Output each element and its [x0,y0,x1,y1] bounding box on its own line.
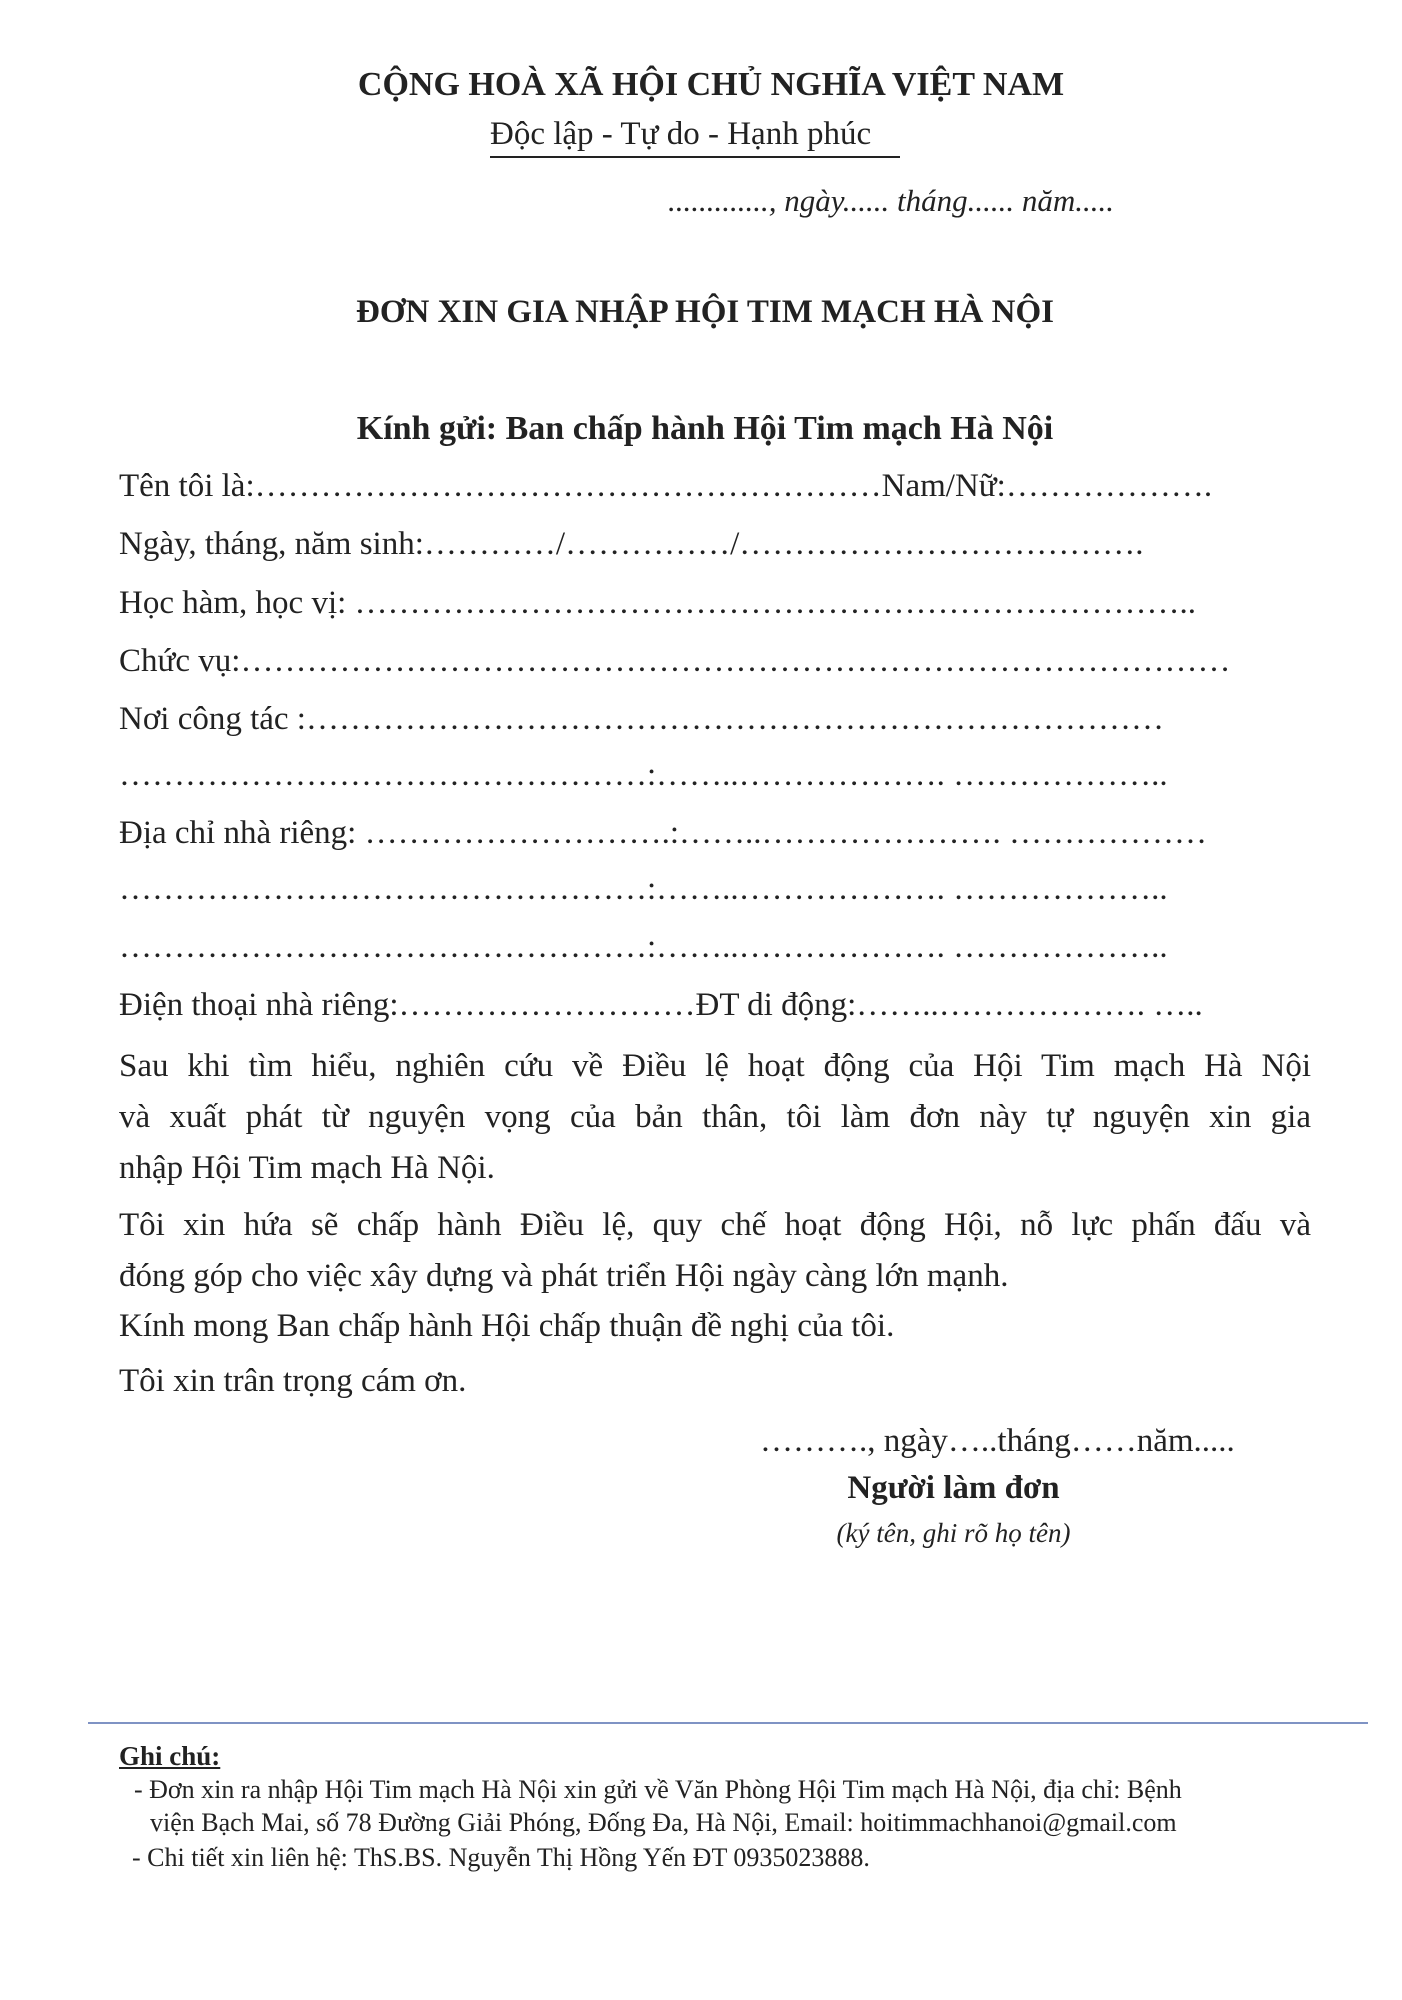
field-workplace-continued: …………………………………………:……..………………. ……………….. [119,757,1168,793]
field-workplace: Nơi công tác :…………………………………………………………………… [119,701,1164,737]
paragraph-request: Kính mong Ban chấp hành Hội chấp thuận đề nghị của tôi. [119,1308,895,1344]
header-date-line: ............., ngày...... tháng...... năm..... [668,183,1115,218]
notes-heading: Ghi chú: [119,1741,221,1771]
paragraph-intro-line-3: nhập Hội Tim mạch Hà Nội. [119,1150,495,1186]
field-address: Địa chỉ nhà riêng: ……………………….:……..…………………. ……………… [119,815,1208,851]
field-address-continued-2: …………………………………………:……..………………. ……………….. [119,929,1168,965]
motto: Độc lập - Tự do - Hạnh phúc [490,116,872,152]
field-degree: Học hàm, học vị: ………………………………………………………………….. [119,585,1197,621]
field-position: Chức vụ:……………………………………………………………………………… [119,643,1231,679]
paragraph-pledge-line-1: Tôi xin hứa sẽ chấp hành Điều lệ, quy chế hoạt động Hội, nỗ lực phấn đấu và [119,1207,1311,1243]
note-2: - Chi tiết xin liên hệ: ThS.BS. Nguyễn Thị Hồng Yến ĐT 0935023888. [132,1843,870,1872]
paragraph-pledge-line-2: đóng góp cho việc xây dựng và phát triển Hội ngày càng lớn mạnh. [119,1258,1009,1294]
paragraph-intro-line-1: Sau khi tìm hiểu, nghiên cứu về Điều lệ hoạt động của Hội Tim mạch Hà Nội [119,1048,1311,1084]
field-dob: Ngày, tháng, năm sinh:…………/……………/………………………………. [119,526,1144,562]
country-name: CỘNG HOÀ XÃ HỘI CHỦ NGHĨA VIỆT NAM [357,66,1065,103]
paragraph-intro [119,1041,1311,1194]
recipient: Kính gửi: Ban chấp hành Hội Tim mạch Hà Nội [356,410,1054,447]
signer-label: Người làm đơn [847,1470,1060,1506]
field-name: Tên tôi là:…………………………………………………Nam/Nữ:………………. [119,468,1213,504]
paragraph-thanks: Tôi xin trân trọng cám ơn. [119,1363,467,1399]
page-title: ĐƠN XIN GIA NHẬP HỘI TIM MẠCH HÀ NỘI [356,294,1054,330]
footer-divider [88,1722,1368,1724]
field-address-continued-1: …………………………………………:……..………………. ……………….. [119,871,1168,907]
paragraph-pledge [119,1200,1311,1302]
signature-hint: (ký tên, ghi rõ họ tên) [836,1518,1071,1548]
signature-date-line: ………., ngày…..tháng……năm..... [760,1423,1235,1459]
motto-underline [490,156,900,158]
paragraph-intro-line-2: và xuất phát từ nguyện vọng của bản thân, tôi làm đơn này tự nguyện xin gia [119,1099,1311,1135]
field-phone: Điện thoại nhà riêng:………………………ĐT di động:……..………………. ….. [119,987,1203,1023]
note-1-line-2: viện Bạch Mai, số 78 Đường Giải Phóng, Đống Đa, Hà Nội, Email: hoitimmachhanoi@gmail.com [150,1808,1177,1837]
note-1-line-1: - Đơn xin ra nhập Hội Tim mạch Hà Nội xin gửi về Văn Phòng Hội Tim mạch Hà Nội, địa chỉ: Bệnh [134,1775,1182,1804]
